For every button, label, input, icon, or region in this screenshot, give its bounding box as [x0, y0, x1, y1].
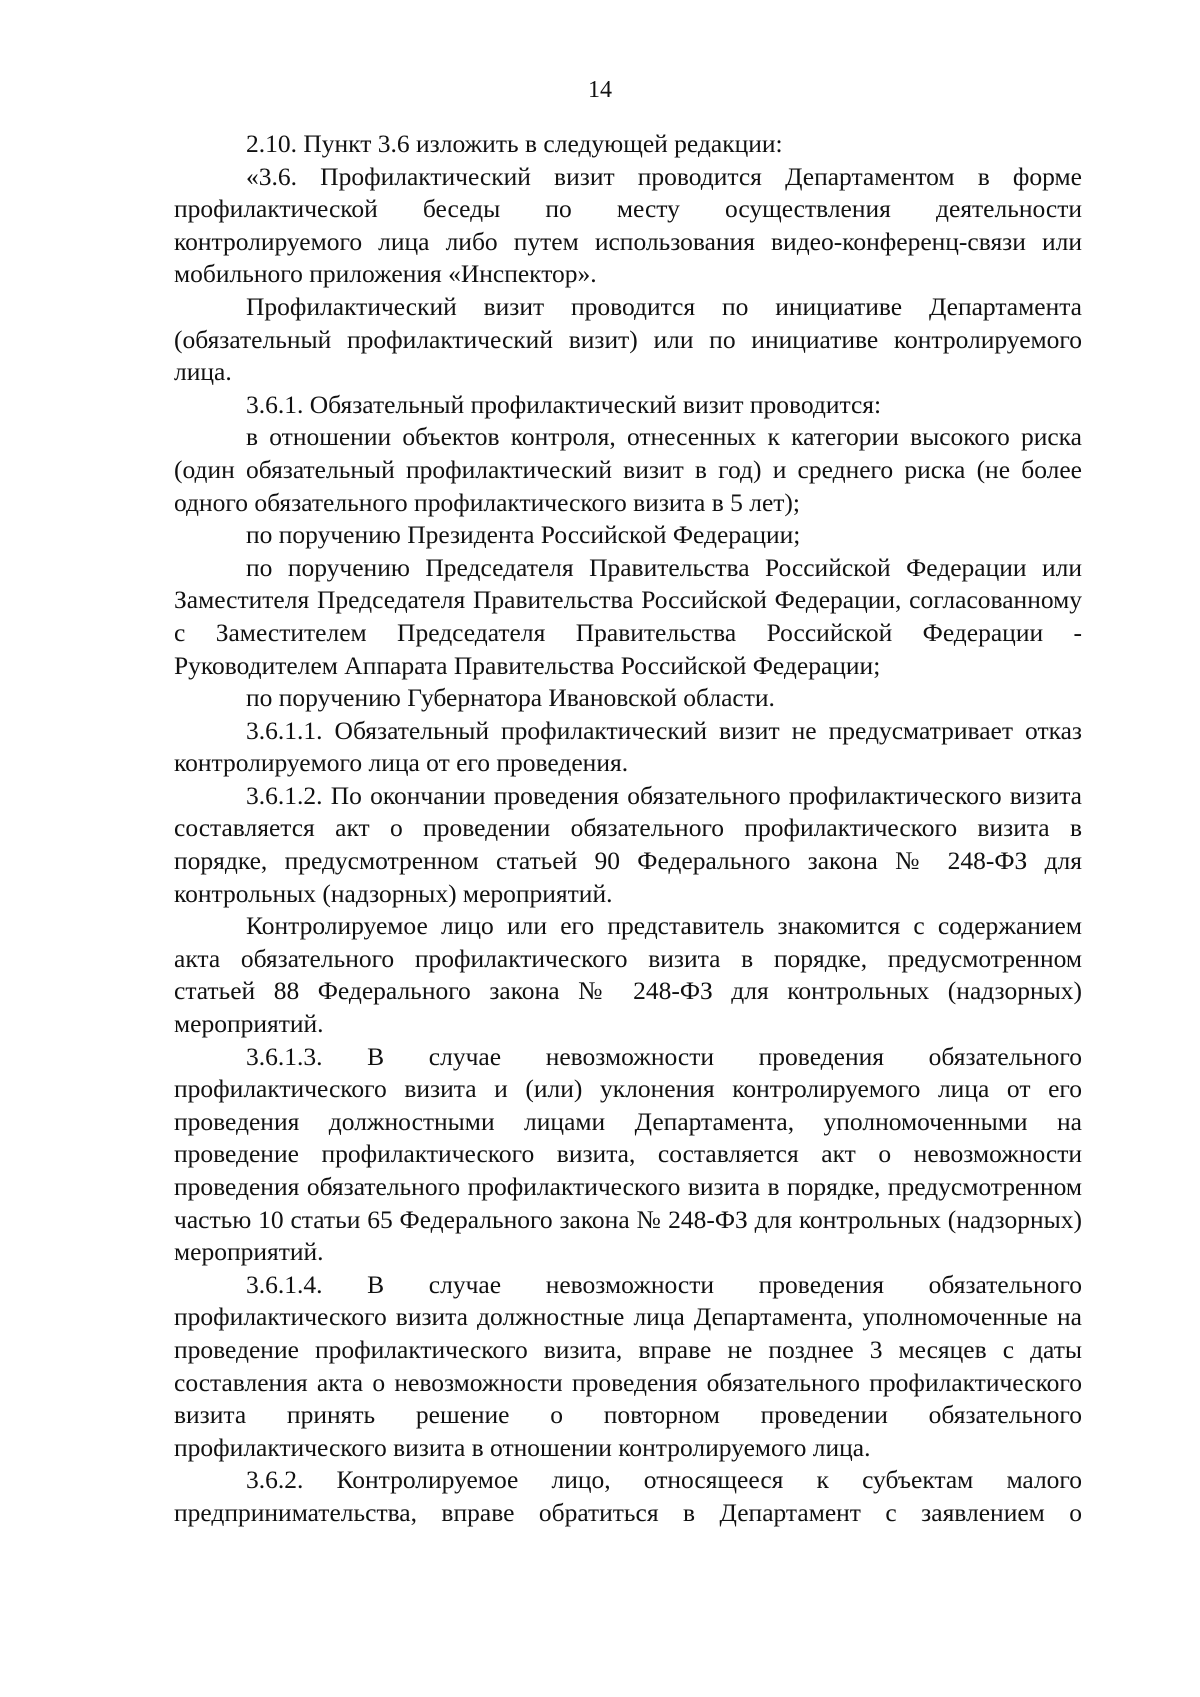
paragraph: 3.6.1.3. В случае невозможности проведения обязательного профилактического визита и (или) уклонения контролируемого лица от его проведения должностными лицами Департамента, уполномоченными на проведение профилактического визита, составляется акт о невозможности проведения обязательного профилактического визита в порядке, предусмотренном частью 10 статьи 65 Федерального закона № 248-ФЗ для контрольных (надзорных) мероприятий.	[174, 1041, 1082, 1267]
paragraph: Профилактический визит проводится по инициативе Департамента (обязательный профилактический визит) или по инициативе контролируемого лица.	[174, 291, 1082, 387]
paragraph: «3.6. Профилактический визит проводится Департаментом в форме профилактической беседы по месту осуществления деятельности контролируемого лица либо путем использования видео-конференц-связи или мобильного приложения «Инспектор».	[174, 161, 1082, 289]
page-number: 14	[588, 77, 612, 103]
paragraph: 3.6.1.4. В случае невозможности проведения обязательного профилактического визита должностные лица Департамента, уполномоченные на проведение профилактического визита, вправе не позднее 3 месяцев с даты составления акта о невозможности проведения обязательного профилактического визита принять решение о повторном проведении обязательного профилактического визита в отношении контролируемого лица.	[174, 1269, 1082, 1462]
paragraph: 2.10. Пункт 3.6 изложить в следующей редакции:	[246, 129, 783, 158]
paragraph: по поручению Президента Российской Федерации;	[246, 520, 801, 550]
paragraph: 3.6.2. Контролируемое лицо, относящееся к субъектам малого предпринимательства, вправе обратиться в Департамент с заявлением о	[174, 1465, 1082, 1527]
paragraph: по поручению Губернатора Ивановской области.	[246, 683, 775, 713]
paragraph: Контролируемое лицо или его представитель знакомится с содержанием акта обязательного профилактического визита в порядке, предусмотренном статьей 88 Федерального закона № 248-ФЗ для контрольных (надзорных) мероприятий.	[174, 911, 1082, 1039]
paragraph: по поручению Председателя Правительства Российской Федерации или Заместителя Председателя Правительства Российской Федерации, согласованному с Заместителем Председателя Правительства Российской Федерации - Руководителем Аппарата Правительства Российской Федерации;	[174, 552, 1082, 680]
paragraph: 3.6.1. Обязательный профилактический визит проводится:	[246, 389, 882, 419]
paragraph: 3.6.1.1. Обязательный профилактический визит не предусматривает отказ контролируемого лица от его проведения.	[174, 715, 1082, 778]
document-body	[174, 128, 1082, 1530]
paragraph: в отношении объектов контроля, отнесенных к категории высокого риска (один обязательный профилактический визит в год) и среднего риска (не более одного обязательного профилактического визита в 5 лет);	[174, 422, 1082, 517]
paragraph: 3.6.1.2. По окончании проведения обязательного профилактического визита составляется акт о проведении обязательного профилактического визита в порядке, предусмотренном статьей 90 Федерального закона № 248-ФЗ для контрольных (надзорных) мероприятий.	[174, 780, 1082, 908]
